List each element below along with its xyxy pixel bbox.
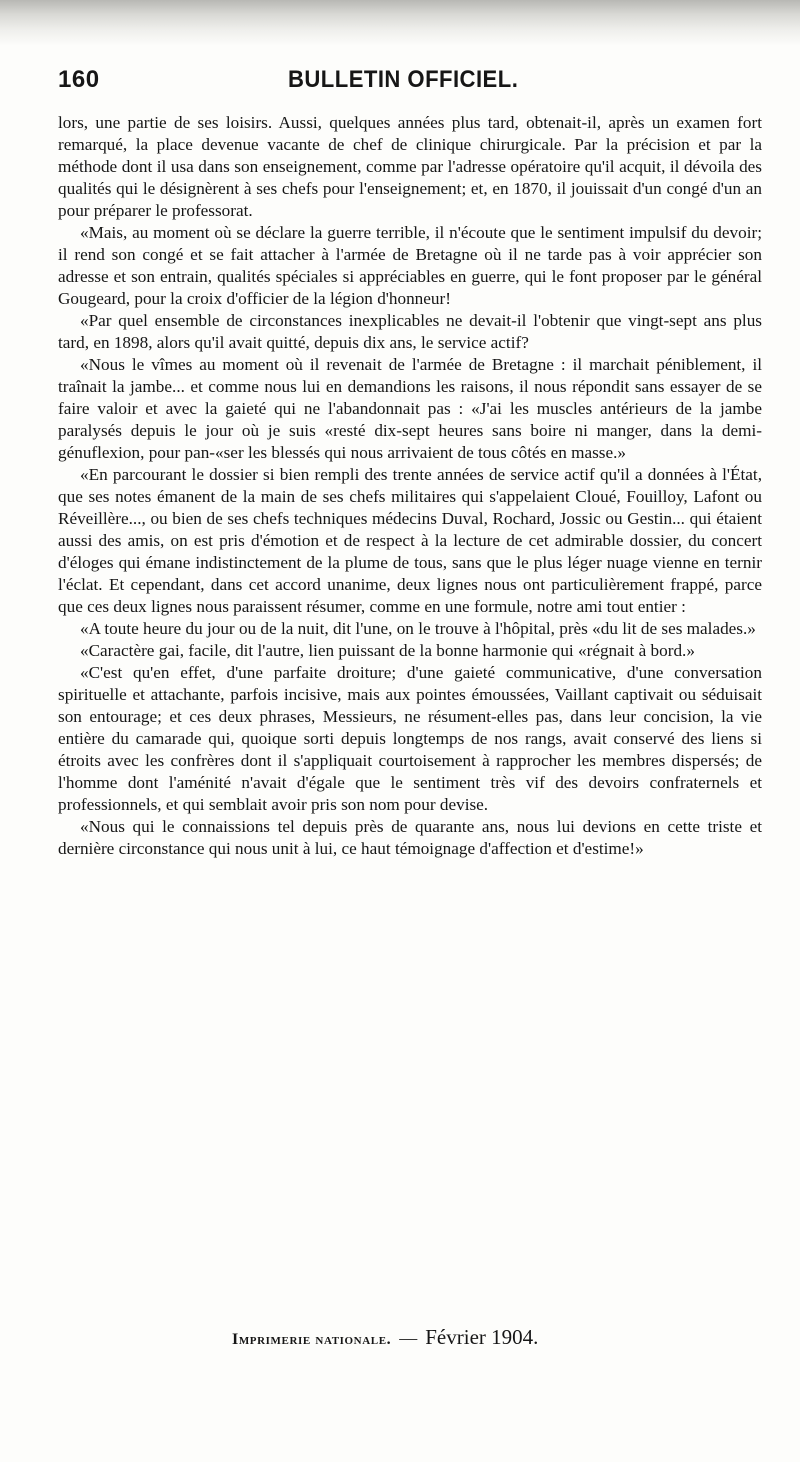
- paragraph: «C'est qu'en effet, d'une parfaite droiture; d'une gaieté communicative, d'une conversation spirituelle et attachante, parfois incisive, mais aux pointes émoussées, Vaillant captivait ou séduisait son entourage; et ces deux phrases, Messieurs, ne résument-elles pas, dans leur concision, la vie entière du camarade qui, quoique sorti depuis longtemps de nos rangs, avait conservé des liens si étroits avec les confrères dont il s'appliquait courtoisement à rapprocher les membres dispersés; de l'homme dont l'aménité n'avait d'égale que le sentiment très vif des devoirs confraternels et professionnels, et qui semblait avoir pris son nom pour devise.: [58, 663, 762, 814]
- paragraph: «A toute heure du jour ou de la nuit, dit l'une, on le trouve à l'hôpital, près «du lit de ses malades.»: [80, 619, 756, 638]
- paragraph: «Caractère gai, facile, dit l'autre, lien puissant de la bonne harmonie qui «régnait à bord.»: [80, 641, 695, 660]
- paragraph: «Par quel ensemble de circonstances inexplicables ne devait-il l'obtenir que vingt-sept ans plus tard, en 1898, alors qu'il avait quitté, depuis dix ans, le service actif?: [58, 311, 762, 352]
- running-title: BULLETIN OFFICIEL.: [288, 66, 519, 93]
- printer-name: Imprimerie nationale.: [232, 1331, 392, 1348]
- paragraph: «En parcourant le dossier si bien rempli des trente années de service actif qu'il a données à l'État, que ses notes émanent de la main de ses chefs militaires qui s'appelaient Cloué, Fouilloy, Lafont ou Réveillère..., ou bien de ses chefs techniques médecins Duval, Rochard, Jossic ou Gestin... qui étaient aussi des amis, on est pris d'émotion et de respect à la lecture de cet admirable dossier, du concert d'éloges qui émane indistinctement de la plume de tous, sans que le plus léger nuage vienne en ternir l'éclat. Et cependant, dans cet accord unanime, deux lignes nous ont particulièrement frappé, parce que ces deux lignes nous paraissent résumer, comme en une formule, notre ami tout entier :: [58, 465, 762, 616]
- body-text: [58, 112, 762, 860]
- paragraph: «Mais, au moment où se déclare la guerre terrible, il n'écoute que le sentiment impulsif du devoir; il rend son congé et se fait attacher à l'armée de Bretagne où il ne tarde pas à voir apprécier son adresse et son entrain, qualités spéciales si appréciables en guerre, qui le font proposer par le général Gougeard, pour la croix d'officier de la légion d'honneur!: [58, 223, 762, 308]
- paragraph: lors, une partie de ses loisirs. Aussi, quelques années plus tard, obtenait-il, après un examen fort remarqué, la place devenue vacante de chef de clinique chirurgicale. Par la précision et par la méthode dont il usa dans son enseignement, comme par l'adresse opératoire qu'il acquit, il dévoila des qualités qui le désignèrent à ses chefs pour l'enseignement; et, en 1870, il jouissait d'un congé d'un an pour préparer le professorat.: [58, 113, 762, 220]
- page-number: 160: [58, 66, 100, 93]
- paragraph: «Nous le vîmes au moment où il revenait de l'armée de Bretagne : il marchait péniblement, il traînait la jambe... et comme nous lui en demandions les raisons, il nous répondit sans essayer de se faire valoir et avec la gaieté qui ne l'abandonnait pas : «J'ai les muscles antérieurs de la jambe paralysés depuis le jour où je suis «resté dix-sept heures sans boire ni manger, dans la demi-génuflexion, pour pan-«ser les blessés qui nous arrivaient de tous côtés en masse.»: [58, 355, 762, 462]
- footer-separator: —: [399, 1328, 418, 1348]
- paragraph: «Nous qui le connaissions tel depuis près de quarante ans, nous lui devions en cette triste et dernière circonstance qui nous unit à lui, ce haut témoignage d'affection et d'estime!»: [58, 817, 762, 858]
- page-header: [58, 66, 748, 100]
- imprint-footer: [232, 1325, 772, 1353]
- print-date: Février 1904.: [425, 1325, 539, 1349]
- scan-top-edge: [0, 0, 800, 46]
